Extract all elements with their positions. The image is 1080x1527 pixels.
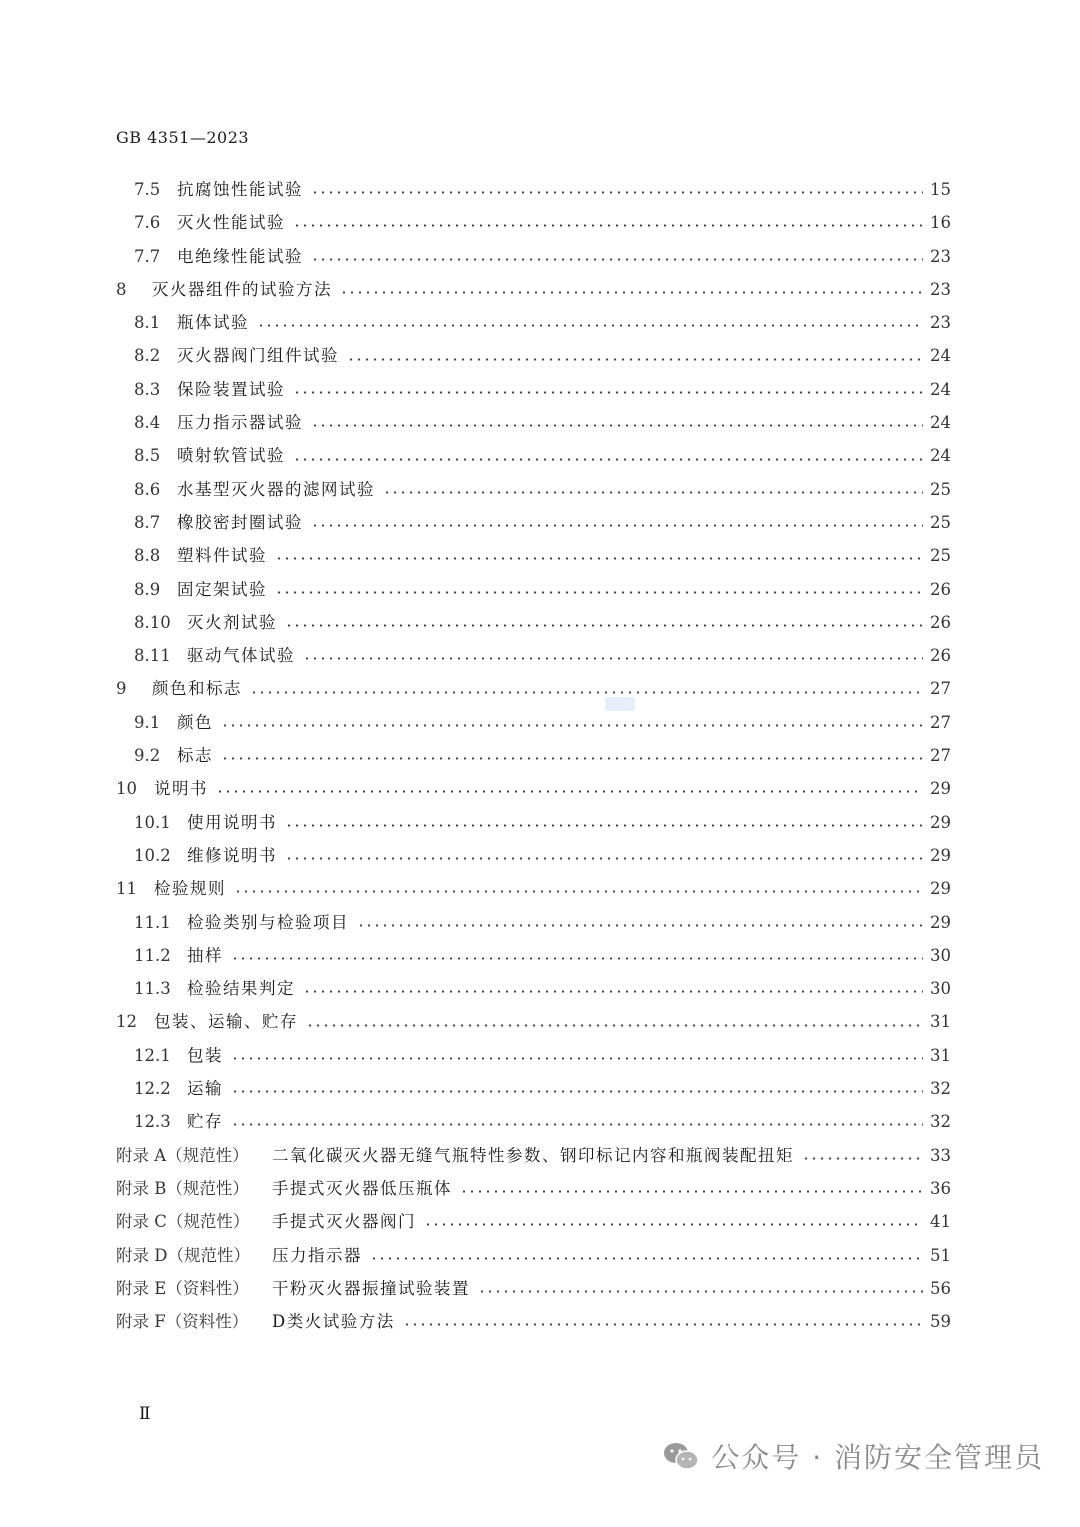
toc-entry[interactable] bbox=[116, 573, 951, 606]
toc-entry-title: 水基型灭火器的滤网试验 bbox=[177, 479, 375, 499]
toc-entry[interactable] bbox=[116, 473, 951, 506]
toc-entry[interactable] bbox=[116, 906, 951, 939]
toc-entry-title: 灭火器组件的试验方法 bbox=[152, 279, 332, 299]
toc-entry-title: 检验类别与检验项目 bbox=[187, 912, 349, 932]
toc-entry-page: 36 bbox=[930, 1178, 951, 1198]
toc-entry[interactable] bbox=[116, 806, 951, 839]
toc-entry-page: 26 bbox=[930, 612, 951, 632]
toc-entry-page: 24 bbox=[930, 379, 951, 399]
toc-entry-number: 8.1 bbox=[134, 313, 161, 333]
toc-entry[interactable] bbox=[116, 972, 951, 1005]
toc-leader-dots bbox=[275, 557, 923, 560]
toc-entry[interactable] bbox=[116, 606, 951, 639]
toc-entry-title: 瓶体试验 bbox=[177, 313, 249, 333]
toc-entry-title: 压力指示器 bbox=[272, 1245, 362, 1265]
toc-entry[interactable] bbox=[116, 306, 951, 339]
toc-entry[interactable] bbox=[116, 173, 951, 206]
toc-entry[interactable] bbox=[116, 539, 951, 572]
toc-entry-title: 灭火剂试验 bbox=[187, 612, 277, 632]
toc-leader-dots bbox=[221, 757, 923, 760]
toc-leader-dots bbox=[478, 1290, 923, 1293]
toc-entry[interactable] bbox=[116, 1305, 951, 1338]
toc-entry-title: 二氧化碳灭火器无缝气瓶特性参数、钢印标记内容和瓶阀装配扭矩 bbox=[272, 1145, 794, 1165]
toc-leader-dots bbox=[403, 1323, 923, 1326]
toc-entry-number: 8.3 bbox=[134, 379, 161, 399]
toc-entry-page: 29 bbox=[930, 779, 951, 799]
toc-entry[interactable] bbox=[116, 273, 951, 306]
toc-leader-dots bbox=[311, 258, 923, 261]
toc-entry-page: 56 bbox=[930, 1278, 951, 1298]
toc-leader-dots bbox=[303, 990, 923, 993]
toc-entry-page: 25 bbox=[930, 479, 951, 499]
toc-leader-dots bbox=[370, 1257, 923, 1260]
toc-entry-title: 检验结果判定 bbox=[187, 979, 295, 999]
toc-leader-dots bbox=[285, 624, 923, 627]
toc-entry-number: 10.1 bbox=[134, 812, 171, 832]
toc-entry-number: 12.1 bbox=[134, 1045, 171, 1065]
toc-entry-number: 10.2 bbox=[134, 845, 171, 865]
toc-entry-page: 29 bbox=[930, 879, 951, 899]
toc-entry[interactable] bbox=[116, 706, 951, 739]
toc-entry-title: 说明书 bbox=[154, 779, 208, 799]
toc-leader-dots bbox=[285, 857, 923, 860]
toc-entry-number: 10 bbox=[116, 779, 137, 799]
toc-entry-page: 27 bbox=[930, 679, 951, 699]
toc-entry-title: 抗腐蚀性能试验 bbox=[177, 180, 303, 199]
toc-leader-dots bbox=[250, 691, 923, 694]
toc-entry-number: 9 bbox=[116, 679, 127, 699]
toc-leader-dots bbox=[293, 458, 923, 461]
toc-entry-title: 使用说明书 bbox=[187, 812, 277, 832]
toc-entry[interactable] bbox=[116, 1205, 951, 1238]
toc-entry-number: 8.8 bbox=[134, 546, 161, 566]
toc-entry-number: 7.5 bbox=[134, 180, 161, 199]
toc-entry-page: 31 bbox=[930, 1045, 951, 1065]
toc-entry[interactable] bbox=[116, 373, 951, 406]
toc-entry-number: 11.2 bbox=[134, 945, 171, 965]
toc-entry[interactable] bbox=[116, 406, 951, 439]
toc-entry-title: 手提式灭火器阀门 bbox=[272, 1212, 416, 1232]
toc-entry-page: 26 bbox=[930, 579, 951, 599]
toc-leader-dots bbox=[460, 1190, 923, 1193]
toc-entry-number: 9.1 bbox=[134, 712, 161, 732]
toc-entry[interactable] bbox=[116, 1072, 951, 1105]
toc-entry-title: 维修说明书 bbox=[187, 845, 277, 865]
scan-mark bbox=[605, 697, 635, 711]
toc-entry-page: 30 bbox=[930, 945, 951, 965]
toc-entry-title: 手提式灭火器低压瓶体 bbox=[272, 1178, 452, 1198]
toc-leader-dots bbox=[216, 790, 923, 793]
toc-leader-dots bbox=[231, 1057, 923, 1060]
toc-leader-dots bbox=[383, 491, 923, 494]
toc-entry-page: 41 bbox=[930, 1212, 951, 1232]
toc-entry-number: 8.2 bbox=[134, 346, 161, 366]
toc-entry-number: 8 bbox=[116, 279, 127, 299]
toc-leader-dots bbox=[311, 191, 923, 194]
toc-entry-page: 26 bbox=[930, 646, 951, 666]
toc-entry-title: D类火试验方法 bbox=[272, 1312, 395, 1332]
toc-entry-page: 59 bbox=[930, 1312, 951, 1332]
toc-entry-number: 9.2 bbox=[134, 746, 161, 766]
toc-entry-page: 15 bbox=[930, 180, 951, 199]
toc-entry-number: 8.10 bbox=[134, 612, 171, 632]
toc-entry[interactable] bbox=[116, 1105, 951, 1138]
toc-entry-title: 固定架试验 bbox=[177, 579, 267, 599]
toc-leader-dots bbox=[340, 291, 923, 294]
toc-entry-number: 11.1 bbox=[134, 912, 171, 932]
toc-entry-title: 颜色 bbox=[177, 712, 213, 732]
toc-entry-number: 7.7 bbox=[134, 246, 161, 266]
toc-entry-page: 31 bbox=[930, 1012, 951, 1032]
table-of-contents bbox=[116, 173, 951, 1338]
toc-leader-dots bbox=[285, 824, 923, 827]
toc-entry-number: 8.6 bbox=[134, 479, 161, 499]
watermark-text: 公众号 · 消防安全管理员 bbox=[711, 1441, 1044, 1474]
toc-entry[interactable] bbox=[116, 206, 951, 239]
toc-entry[interactable] bbox=[116, 1139, 951, 1172]
toc-entry-number: 附录 A（规范性） bbox=[116, 1145, 249, 1165]
toc-entry-number: 附录 C（规范性） bbox=[116, 1212, 250, 1232]
toc-entry-title: 保险装置试验 bbox=[177, 379, 285, 399]
toc-entry-page: 51 bbox=[930, 1245, 951, 1265]
toc-entry-page: 29 bbox=[930, 812, 951, 832]
toc-entry[interactable] bbox=[116, 240, 951, 273]
toc-entry-title: 检验规则 bbox=[154, 879, 226, 899]
toc-entry-page: 27 bbox=[930, 712, 951, 732]
toc-leader-dots bbox=[231, 957, 923, 960]
toc-entry-page: 24 bbox=[930, 413, 951, 433]
toc-entry[interactable] bbox=[116, 1272, 951, 1305]
toc-entry-number: 11.3 bbox=[134, 979, 171, 999]
toc-entry-number: 8.5 bbox=[134, 446, 161, 466]
toc-entry-title: 电绝缘性能试验 bbox=[177, 246, 303, 266]
toc-leader-dots bbox=[293, 391, 923, 394]
toc-entry-page: 23 bbox=[930, 246, 951, 266]
toc-entry-page: 29 bbox=[930, 912, 951, 932]
watermark bbox=[663, 1436, 1044, 1476]
toc-entry[interactable] bbox=[116, 872, 951, 905]
toc-entry-title: 压力指示器试验 bbox=[177, 413, 303, 433]
toc-leader-dots bbox=[275, 591, 923, 594]
toc-entry-number: 7.6 bbox=[134, 213, 161, 233]
toc-entry-title: 颜色和标志 bbox=[152, 679, 242, 699]
toc-leader-dots bbox=[257, 324, 923, 327]
toc-entry-title: 贮存 bbox=[187, 1112, 223, 1132]
toc-entry-title: 干粉灭火器振撞试验装置 bbox=[272, 1278, 470, 1298]
toc-entry-page: 16 bbox=[930, 213, 951, 233]
toc-leader-dots bbox=[424, 1223, 923, 1226]
toc-leader-dots bbox=[357, 924, 923, 927]
toc-leader-dots bbox=[306, 1024, 923, 1027]
toc-entry-number: 8.7 bbox=[134, 512, 161, 532]
toc-entry-number: 12 bbox=[116, 1012, 137, 1032]
toc-entry-title: 标志 bbox=[177, 746, 213, 766]
toc-leader-dots bbox=[234, 890, 923, 893]
toc-entry[interactable] bbox=[116, 739, 951, 772]
toc-entry-page: 25 bbox=[930, 512, 951, 532]
toc-entry-page: 32 bbox=[930, 1112, 951, 1132]
toc-entry-page: 30 bbox=[930, 979, 951, 999]
toc-entry[interactable] bbox=[116, 339, 951, 372]
toc-entry[interactable] bbox=[116, 1239, 951, 1272]
toc-entry-number: 附录 E（资料性） bbox=[116, 1278, 249, 1298]
toc-entry-title: 灭火性能试验 bbox=[177, 213, 285, 233]
toc-entry-title: 驱动气体试验 bbox=[187, 646, 295, 666]
toc-entry-number: 12.2 bbox=[134, 1079, 171, 1099]
toc-leader-dots bbox=[231, 1123, 923, 1126]
toc-entry-title: 包装、运输、贮存 bbox=[154, 1012, 298, 1032]
toc-entry-title: 塑料件试验 bbox=[177, 546, 267, 566]
toc-entry-number: 8.9 bbox=[134, 579, 161, 599]
toc-entry[interactable] bbox=[116, 639, 951, 672]
toc-entry-number: 附录 F（资料性） bbox=[116, 1312, 249, 1332]
toc-entry-number: 附录 B（规范性） bbox=[116, 1178, 249, 1198]
toc-entry[interactable] bbox=[116, 1039, 951, 1072]
toc-entry-title: 灭火器阀门组件试验 bbox=[177, 346, 339, 366]
toc-leader-dots bbox=[231, 1090, 923, 1093]
toc-entry-title: 橡胶密封圈试验 bbox=[177, 512, 303, 532]
toc-entry-title: 运输 bbox=[187, 1079, 223, 1099]
page-number: Ⅱ bbox=[139, 1404, 151, 1424]
toc-entry-page: 27 bbox=[930, 746, 951, 766]
wechat-icon bbox=[663, 1441, 699, 1471]
toc-entry-title: 包装 bbox=[187, 1045, 223, 1065]
toc-entry-number: 12.3 bbox=[134, 1112, 171, 1132]
toc-entry-number: 8.11 bbox=[134, 646, 171, 666]
toc-entry[interactable] bbox=[116, 839, 951, 872]
toc-entry-title: 抽样 bbox=[187, 945, 223, 965]
toc-entry-page: 32 bbox=[930, 1079, 951, 1099]
toc-entry-page: 23 bbox=[930, 279, 951, 299]
toc-entry-page: 29 bbox=[930, 845, 951, 865]
toc-entry-number: 8.4 bbox=[134, 413, 161, 433]
toc-leader-dots bbox=[802, 1157, 923, 1160]
toc-entry[interactable] bbox=[116, 772, 951, 805]
toc-leader-dots bbox=[221, 724, 923, 727]
toc-entry-page: 23 bbox=[930, 313, 951, 333]
toc-entry-page: 33 bbox=[930, 1145, 951, 1165]
toc-leader-dots bbox=[303, 657, 923, 660]
toc-entry-title: 喷射软管试验 bbox=[177, 446, 285, 466]
toc-entry[interactable] bbox=[116, 1005, 951, 1038]
toc-leader-dots bbox=[293, 224, 923, 227]
document-header: GB 4351—2023 bbox=[116, 128, 250, 147]
toc-entry-number: 附录 D（规范性） bbox=[116, 1245, 250, 1265]
toc-entry[interactable] bbox=[116, 939, 951, 972]
toc-entry-number: 11 bbox=[116, 879, 137, 899]
toc-entry[interactable] bbox=[116, 439, 951, 472]
toc-entry-page: 24 bbox=[930, 446, 951, 466]
toc-entry[interactable] bbox=[116, 672, 951, 705]
toc-entry-page: 25 bbox=[930, 546, 951, 566]
toc-leader-dots bbox=[347, 358, 923, 361]
toc-entry[interactable] bbox=[116, 1172, 951, 1205]
toc-entry[interactable] bbox=[116, 506, 951, 539]
toc-entry-page: 24 bbox=[930, 346, 951, 366]
toc-leader-dots bbox=[311, 424, 923, 427]
toc-leader-dots bbox=[311, 524, 923, 527]
